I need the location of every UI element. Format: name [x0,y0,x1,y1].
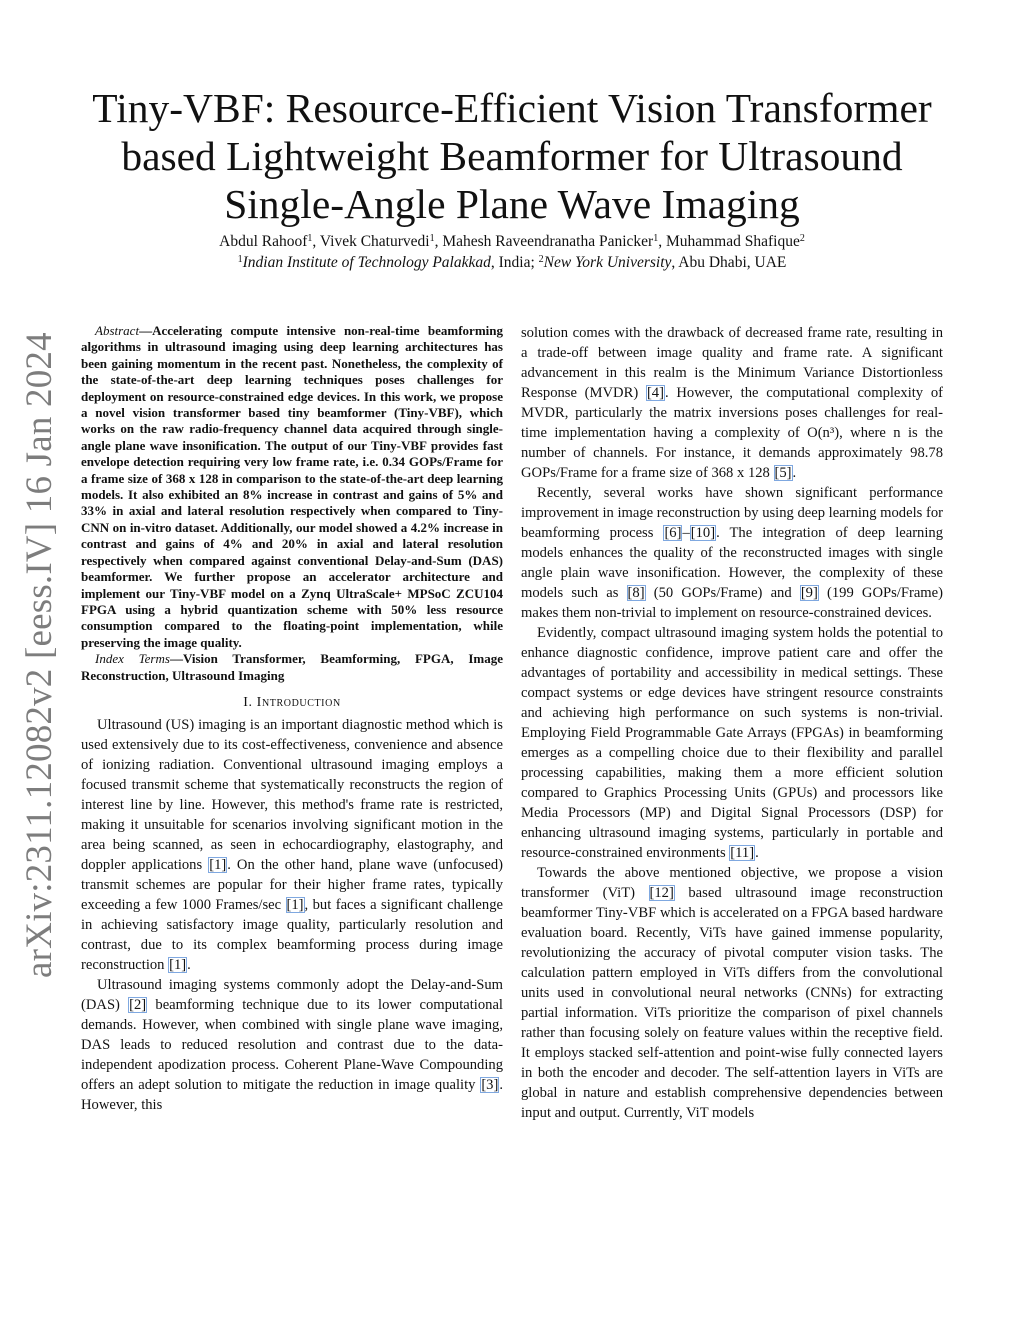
body-paragraph: solution comes with the drawback of decreased frame rate, resulting in a trade-off between image quality and frame rate. A significant advancement in this realm is the Minimum Variance Distortionless Response (MVDR) [4]. However, the computational complexity of MVDR, particularly the matrix inversions poses challenges for real-time implementation having a complexity of O(n³), where n is the number of channels. For instance, it demands approximately 98.78 GOPs/Frame for a frame size of 368 x 128 [5]. [521,325,943,481]
title-line: based Lightweight Beamformer for Ultrasound [121,133,903,179]
body-paragraph: Recently, several works have shown significant performance improvement in image reconstruction by using deep learning models for beamforming process [6]–[10]. The integration of deep learning models enhances the quality of the reconstructed images with single angle plain wave insonification. However, the complexity of these models such as [8] (50 GOPs/Frame) and [9] (199 GOPs/Frame) makes them non-trivial to implement on resource-constrained devices. [521,485,944,621]
section-heading: I. Introduction [243,694,341,710]
abstract-text: —Accelerating compute intensive non-real-time beamforming algorithms in ultrasound imaging using deep learning architectures has been gaining momentum in the recent past. Nonetheless, the complexity of the state-of-the-art deep learning techniques poses challenges for deployment on resource-constrained edge devices. In this work, we propose a novel vision transformer based tiny beamformer (Tiny-VBF), which works on the raw radio-frequency channel data acquired through single-angle plane wave insonification. The output of our Tiny-VBF provides fast envelope detection requiring very low frame rate, i.e. 0.34 GOPs/Frame for a frame size of 368 x 128 in comparison to the state-of-the-art deep learning models. It also exhibited an 8% increase in contrast and gains of 5% and 33% in axial and lateral resolution respectively when compared to Tiny-CNN on in-vitro dataset. Additionally, our model showed a 4.2% increase in contrast and gains of 4% and 20% in axial and lateral resolution respectively when compared against conventional Delay-and-Sum (DAS) beamformer. We further propose an accelerator architecture and implement our Tiny-VBF model on a Zynq UltraScale+ MPSoC ZCU104 FPGA using a hybrid quantization scheme with 50% less resource consumption compared to the floating-point implementation, while preserving the image quality. [81,323,503,650]
citation-link[interactable]: [9] [800,585,818,601]
citation-link[interactable]: [6] [664,525,682,541]
location: India; [498,254,535,271]
affiliation-marker: 1 [237,254,243,265]
author-name: Abdul Rahoof [219,233,308,250]
body-paragraph: Towards the above mentioned objective, we propose a vision transformer (ViT) [12] based ultrasound image reconstruction beamformer Tiny-VBF which is accelerated on a FPGA based hardware evaluation board. Recently, ViTs have gained immense popularity, revolutionizing the accuracy of pivotal computer vision tasks. The calculation pattern employed in ViTs differs from the convolutional units used in convolutional neural networks (CNNs) for extracting partial information. ViTs prioritize the comparison of pixel channels rather than focusing solely on feature values within the receptive field. It employs stacked self-attention and point-wise fully connected layers in both the encoder and decoder. The self-attention layers in ViTs are global in nature and establish comprehensive dependencies between input and output. Currently, ViT models [521,865,943,1121]
citation-link[interactable]: [11] [730,845,755,861]
citation-link[interactable]: [1] [286,896,304,913]
body-paragraph: Ultrasound (US) imaging is an important diagnostic method which is used extensively due to its cost-effectiveness, convenience and absence of ionizing radiation. Conventional ultrasound imaging employs a focused transmit scheme that systematically reconstructs the region of interest line by line. However, this method's frame rate is restricted, making it unsuitable for scenarios involving significant motion in the area being scanned, as seen in echocardiography, elastography, and doppler applications [1]. On the other hand, plane wave (unfocused) transmit schemes are popular for their higher frame rates, typically exceeding a few 1000 Frames/sec [1], but faces a significant challenge in achieving satisfactory image quality, particularly resolution and contrast, due to its complex beamforming process during image reconstruction [1]. [81,716,503,973]
location: Abu Dhabi, UAE [678,254,787,271]
citation-link[interactable]: [1] [169,956,187,973]
author-name: Vivek Chaturvedi [319,233,430,250]
citation-link[interactable]: [8] [627,585,645,601]
author-list: Abdul Rahoof$^1$, Vivek Chaturvedi$^1$, Mahesh Raveendranatha Panicker$^1$, Muhammad Shafique$^2$ [219,233,805,250]
abstract-label: Abstract [95,323,140,338]
paper-title [60,84,964,228]
left-column [81,323,503,1115]
right-column [521,323,943,1123]
citation-link[interactable]: [5] [774,465,792,481]
affiliation-marker: 2 [538,254,544,265]
citation-link[interactable]: [10] [690,525,716,541]
affiliation-marker: 1 [653,233,659,244]
institution: New York University [543,254,672,271]
citation-link[interactable]: [12] [649,885,674,901]
citation-link[interactable]: [1] [209,856,227,873]
body-paragraph: Ultrasound imaging systems commonly adopt the Delay-and-Sum (DAS) [2] beamforming technique due to its lower computational demands. However, when combined with single plane wave imaging, DAS leads to reduced resolution and contrast due to the data-independent apodization process. Coherent Plane-Wave Compounding offers an adept solution to mitigate the reduction in image quality [3]. However, this [81,976,503,1113]
affiliation-marker: 2 [799,233,805,244]
title-line: Single-Angle Plane Wave Imaging [224,181,800,227]
body-paragraph: Evidently, compact ultrasound imaging system holds the potential to enhance diagnostic confidence, improve patient care and offer the advantages of portability and accessibility in medical settings. These compact systems or edge devices have stringent resource constraints and achieving high performance on such systems is non-trivial. Employing Field Programmable Gate Arrays (FPGAs) in beamforming emerges as a compelling choice due to their flexibility and parallel processing capabilities, making them a more efficient solution compared to Graphics Processing Units (GPUs) and processors like Media Processors (MP) and Digital Signal Processors (DSP) for enhancing ultrasound imaging systems, particularly in portable and resource-constrained environments [11]. [521,625,943,861]
arxiv-identifier: arXiv:2311.12082v2 [eess.IV] 16 Jan 2024 [19,332,60,978]
citation-link[interactable]: [4] [646,385,664,401]
citation-link[interactable]: [2] [129,996,147,1013]
citation-link[interactable]: [3] [481,1076,499,1093]
affiliation-marker: 1 [429,233,435,244]
title-line: Tiny-VBF: Resource-Efficient Vision Transformer [92,85,932,131]
affiliation-marker: 1 [307,233,313,244]
author-name: Muhammad Shafique [665,233,800,250]
index-terms-label: Index Terms [95,651,170,667]
author-name: Mahesh Raveendranatha Panicker [442,233,654,250]
institution: Indian Institute of Technology Palakkad [242,254,491,271]
affiliations: $^1$Indian Institute of Technology Palakkad, India; $^2$New York University, Abu Dhabi, UAE [237,254,787,271]
abstract [81,323,503,684]
index-terms-text: —Vision Transformer, Beamforming, FPGA, Image Reconstruction, Ultrasound Imaging [81,651,503,683]
